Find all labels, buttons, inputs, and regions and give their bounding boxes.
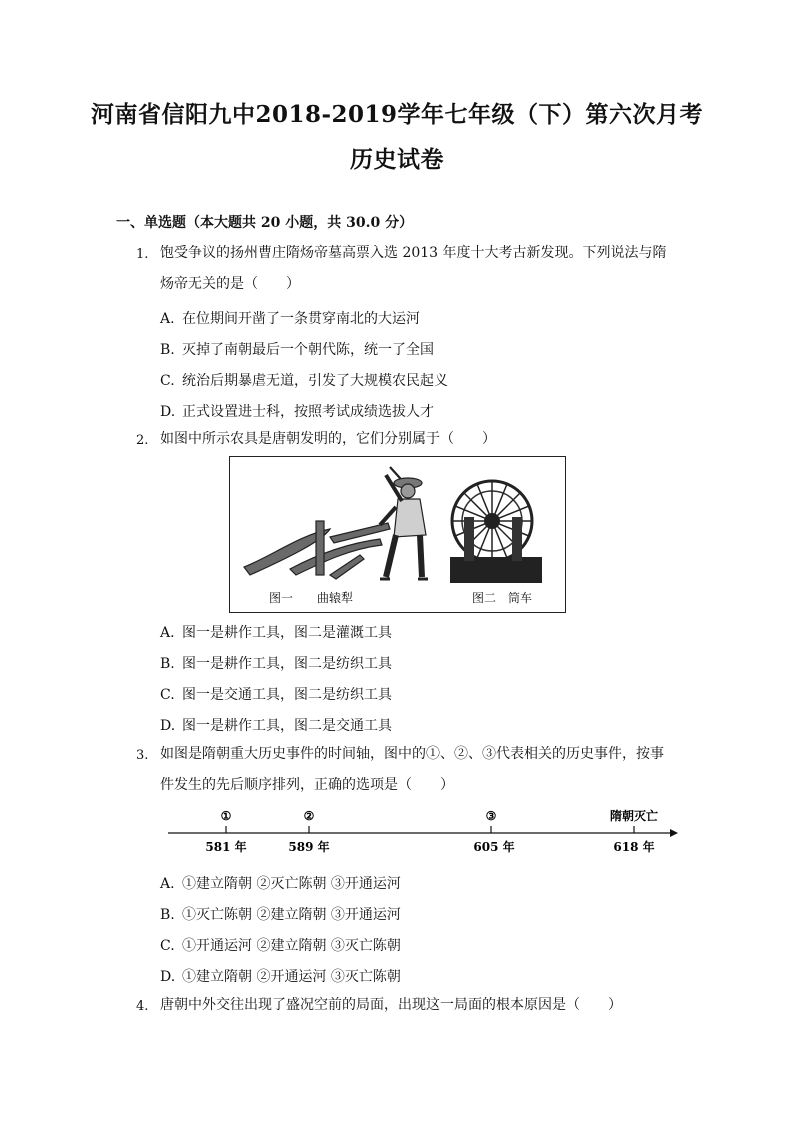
option-text: 图一是耕作工具，图二是纺织工具 bbox=[182, 656, 392, 672]
question-text: 如图中所示农具是唐朝发明的，它们分别属于（ ） bbox=[160, 431, 496, 447]
option-d[interactable] bbox=[160, 966, 401, 986]
page-title: 河南省信阳九中2018-2019学年七年级（下）第六次月考 bbox=[90, 101, 704, 128]
plow-illustration bbox=[244, 521, 390, 579]
question-text: 饱受争议的扬州曹庄隋炀帝墓高票入选 2013 年度十大考古新发现。下列说法与隋 bbox=[160, 245, 667, 261]
timeline-year-label: 589 年 bbox=[288, 840, 330, 854]
timeline-axis bbox=[166, 806, 681, 856]
option-letter: B. bbox=[160, 907, 175, 923]
option-c[interactable] bbox=[160, 684, 392, 704]
option-c[interactable] bbox=[160, 370, 448, 390]
option-letter: B. bbox=[160, 342, 175, 358]
option-text: 统治后期暴虐无道，引发了大规模农民起义 bbox=[182, 373, 448, 389]
timeline-arrow-icon bbox=[670, 829, 678, 837]
timeline-year-label: 605 年 bbox=[473, 840, 515, 854]
question-number: 3. bbox=[136, 748, 149, 763]
option-b[interactable] bbox=[160, 904, 401, 924]
option-text: 图一是耕作工具，图二是交通工具 bbox=[182, 718, 392, 734]
option-d[interactable] bbox=[160, 715, 392, 735]
option-letter: D. bbox=[160, 718, 176, 734]
option-letter: B. bbox=[160, 656, 175, 672]
section-heading: 一、单选题（本大题共 20 小题，共 30.0 分） bbox=[116, 215, 414, 231]
question-text-cont: 炀帝无关的是（ ） bbox=[160, 276, 300, 292]
option-text: 灭掉了南朝最后一个朝代陈，统一了全国 bbox=[182, 342, 434, 358]
option-c[interactable] bbox=[160, 935, 401, 955]
option-letter: D. bbox=[160, 969, 176, 985]
question-text-cont: 件发生的先后顺序排列，正确的选项是（ ） bbox=[160, 777, 454, 793]
waterwheel-illustration bbox=[450, 481, 542, 583]
figure-box bbox=[229, 456, 566, 613]
option-text: ①灭亡陈朝 ②建立隋朝 ③开通运河 bbox=[182, 907, 401, 923]
timeline-event-label: ② bbox=[303, 809, 315, 823]
option-text: 图一是耕作工具，图二是灌溉工具 bbox=[182, 625, 392, 641]
timeline-event-label: ① bbox=[220, 809, 232, 823]
question-text: 如图是隋朝重大历史事件的时间轴，图中的①、②、③代表相关的历史事件，按事 bbox=[160, 746, 664, 762]
option-letter: A. bbox=[160, 876, 175, 892]
figure-1-caption: 图一 曲辕犁 bbox=[269, 591, 354, 605]
option-d[interactable] bbox=[160, 401, 434, 421]
option-letter: C. bbox=[160, 373, 175, 389]
option-text: 正式设置进士科，按照考试成绩选拔人才 bbox=[182, 404, 434, 420]
page-subtitle: 历史试卷 bbox=[350, 146, 444, 173]
question-text: 唐朝中外交往出现了盛况空前的局面，出现这一局面的根本原因是（ ） bbox=[160, 997, 622, 1013]
timeline-event-label: ③ bbox=[485, 809, 497, 823]
timeline-event-label: 隋朝灭亡 bbox=[609, 809, 659, 823]
question-number: 4. bbox=[136, 999, 149, 1014]
option-a[interactable] bbox=[160, 873, 401, 893]
option-letter: C. bbox=[160, 687, 175, 703]
question-number: 1. bbox=[136, 247, 149, 262]
question-number: 2. bbox=[136, 433, 149, 448]
timeline-year-label: 581 年 bbox=[205, 840, 247, 854]
option-text: ①建立隋朝 ②开通运河 ③灭亡陈朝 bbox=[182, 969, 401, 985]
option-b[interactable] bbox=[160, 653, 392, 673]
option-letter: A. bbox=[160, 625, 175, 641]
option-letter: A. bbox=[160, 311, 175, 327]
option-a[interactable] bbox=[160, 308, 420, 328]
figure-2-caption: 图二 筒车 bbox=[472, 591, 533, 605]
timeline bbox=[166, 806, 681, 856]
option-text: 在位期间开凿了一条贯穿南北的大运河 bbox=[182, 311, 420, 327]
option-text: ①开通运河 ②建立隋朝 ③灭亡陈朝 bbox=[182, 938, 401, 954]
option-letter: D. bbox=[160, 404, 176, 420]
timeline-year-label: 618 年 bbox=[613, 840, 655, 854]
option-text: ①建立隋朝 ②灭亡陈朝 ③开通运河 bbox=[182, 876, 401, 892]
option-b[interactable] bbox=[160, 339, 434, 359]
option-text: 图一是交通工具，图二是纺织工具 bbox=[182, 687, 392, 703]
option-letter: C. bbox=[160, 938, 175, 954]
option-a[interactable] bbox=[160, 622, 392, 642]
